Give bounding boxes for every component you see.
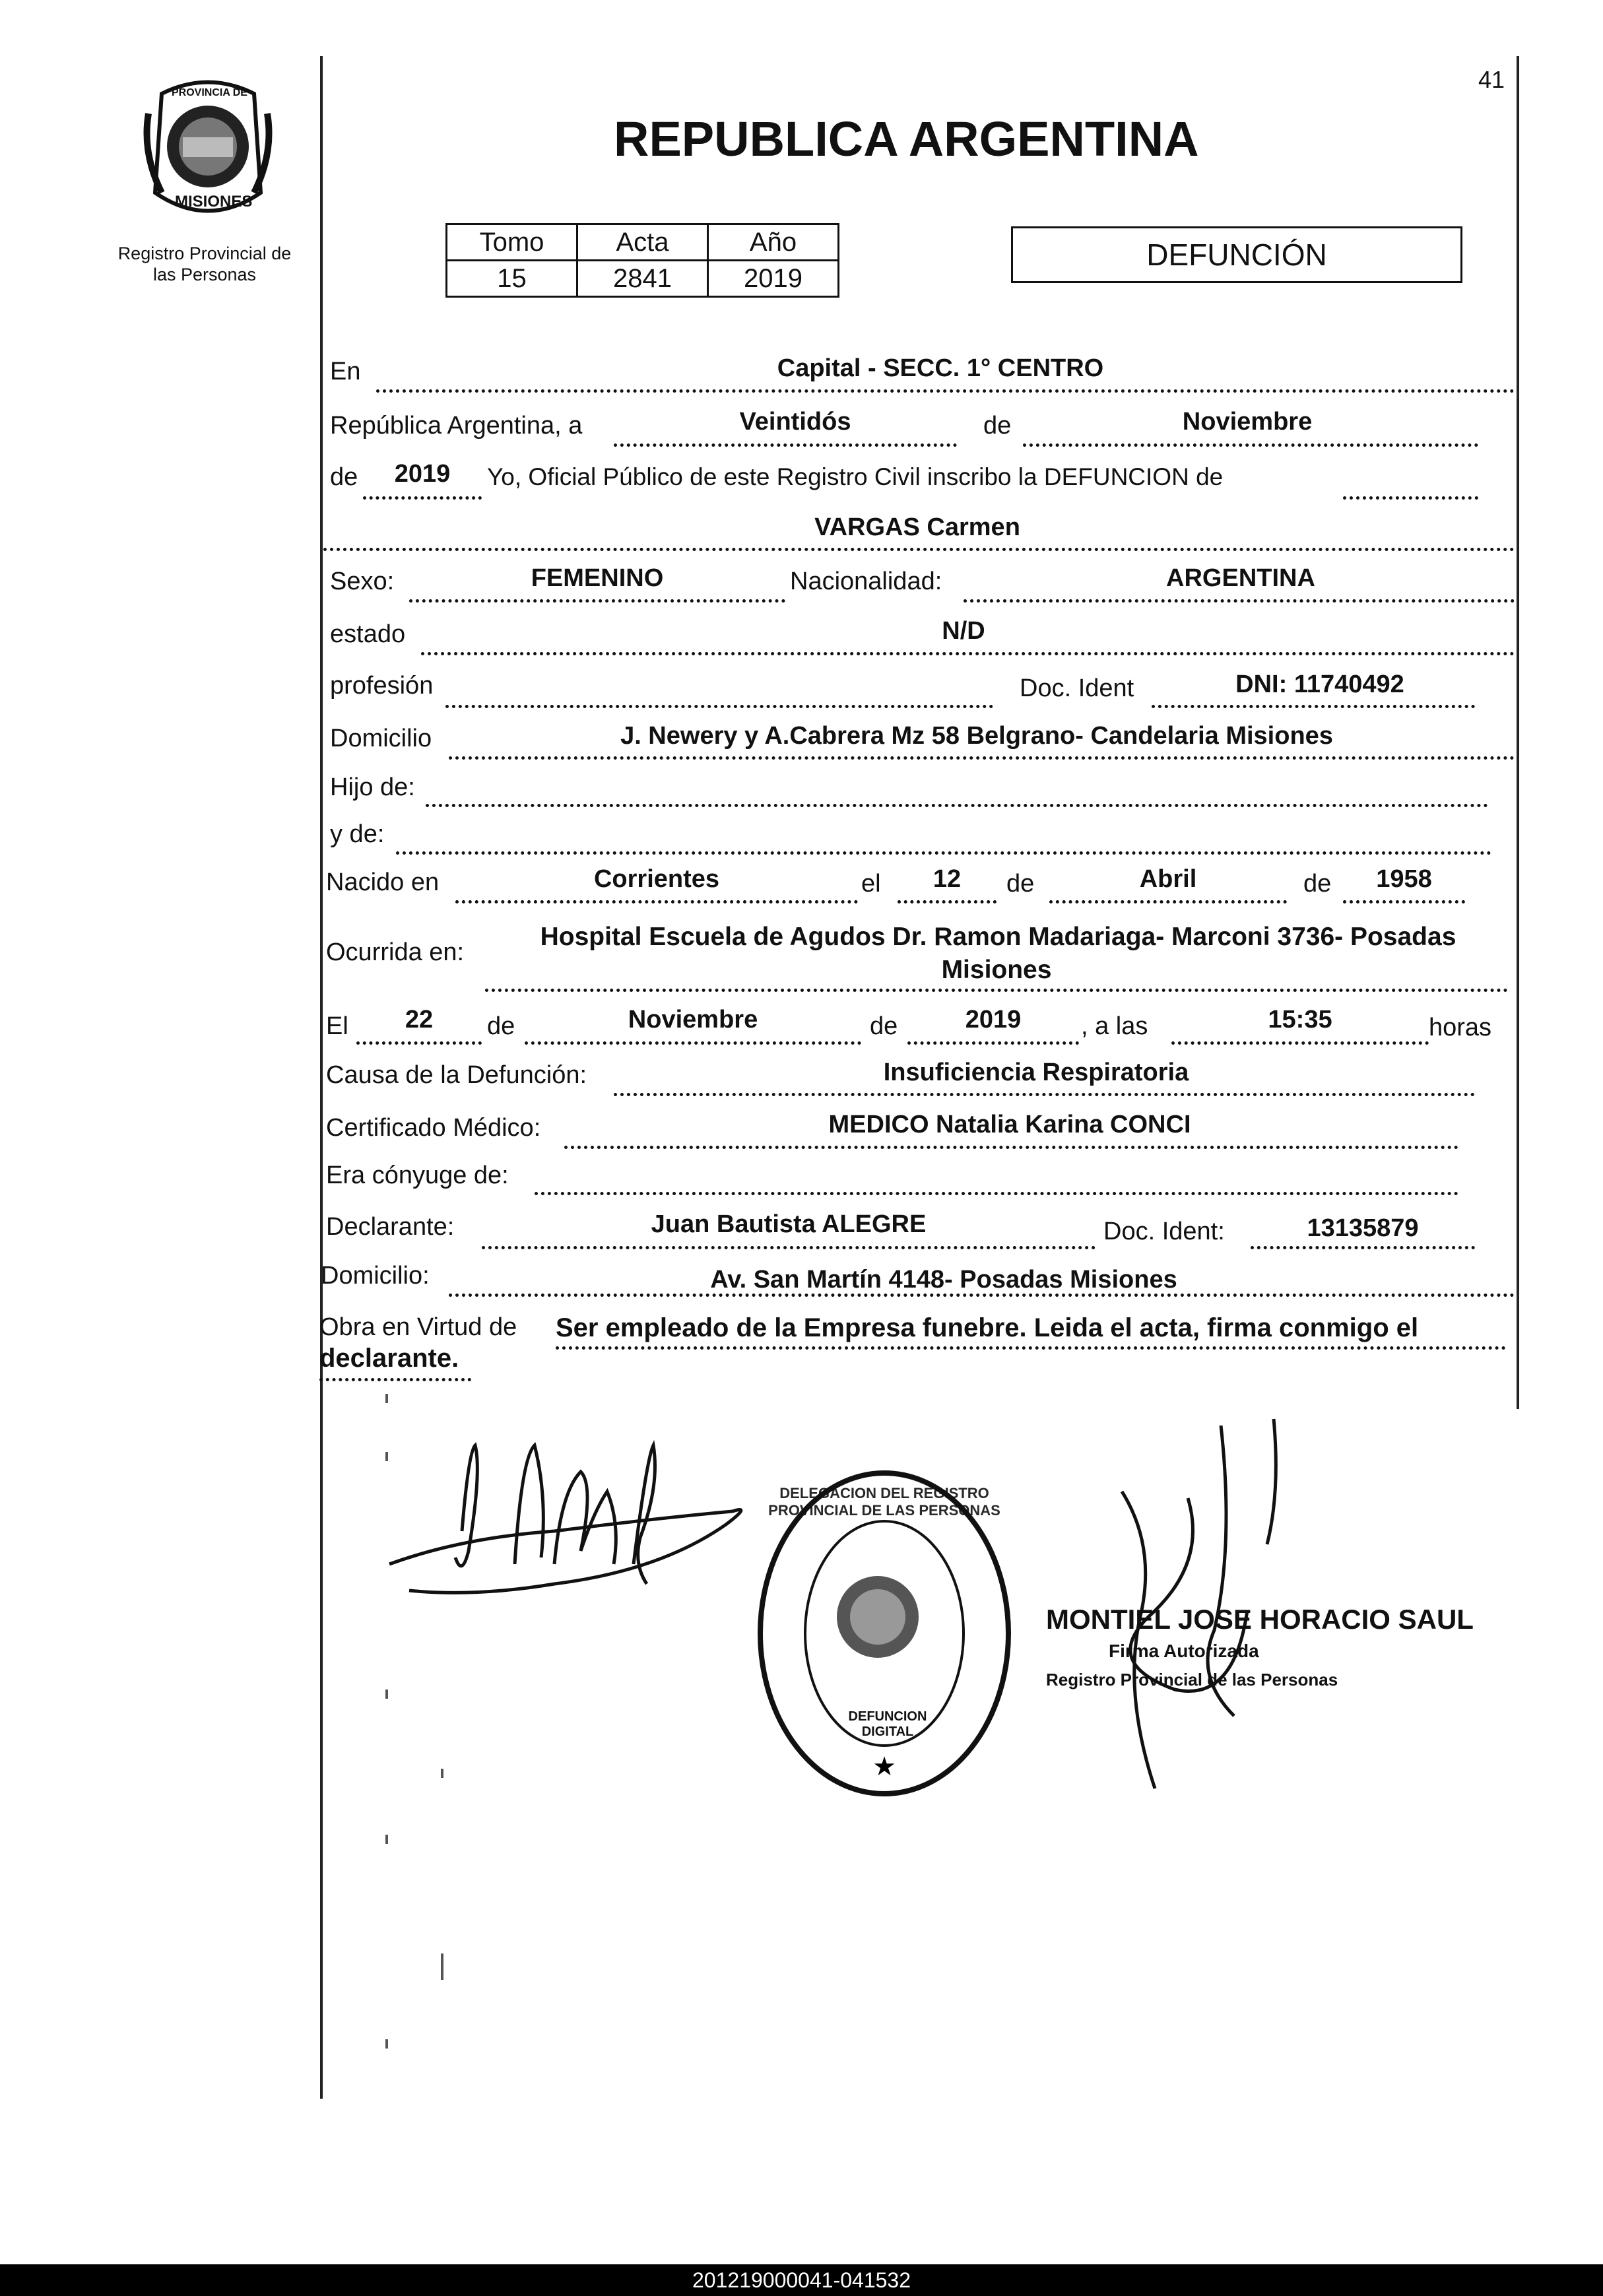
dotted-line	[964, 599, 1515, 603]
field-dia: Veintidós	[739, 408, 851, 436]
dotted-line	[449, 756, 1515, 760]
label-nacionalidad: Nacionalidad:	[790, 568, 942, 595]
margin-mark	[385, 1835, 388, 1844]
label-en: En	[330, 358, 361, 385]
dotted-line	[445, 705, 993, 708]
field-fallecido: VARGAS Carmen	[814, 513, 1020, 541]
dotted-line	[1343, 900, 1465, 903]
table-header-acta: Acta	[577, 224, 708, 261]
label-obra-en: Obra en Virtud de	[319, 1313, 517, 1341]
field-estado: N/D	[942, 617, 985, 645]
field-anio: 2019	[394, 460, 451, 488]
label-doc-ident: Doc. Ident	[1020, 674, 1134, 702]
label-nacido-en: Nacido en	[326, 869, 440, 896]
official-stamp	[752, 1465, 1016, 1802]
stamp-inner-text: DEFUNCION DIGITAL	[848, 1709, 927, 1739]
field-sexo: FEMENINO	[531, 564, 664, 592]
field-nac-mes: Abril	[1139, 865, 1197, 893]
svg-text:★: ★	[872, 1752, 896, 1782]
document-id-footer: 201219000041-041532	[0, 2264, 1603, 2296]
official-org: Registro Provincial de las Personas	[1046, 1670, 1338, 1689]
table-value-acta: 2841	[577, 261, 708, 297]
logo-text-top: PROVINCIA DE	[172, 87, 247, 98]
table-header-anio: Año	[708, 224, 839, 261]
dotted-line	[396, 851, 1491, 855]
declarant-signature	[383, 1432, 752, 1604]
label-declarante: Declarante:	[326, 1213, 455, 1241]
field-declarante: Juan Bautista ALEGRE	[651, 1210, 927, 1238]
field-nac-anio: 1958	[1376, 865, 1432, 893]
dotted-line	[907, 1041, 1079, 1045]
field-domicilio: J. Newery y A.Cabrera Mz 58 Belgrano- Candelaria Misiones	[620, 722, 1333, 750]
label-el: El	[326, 1012, 348, 1040]
label-de: de	[487, 1012, 515, 1040]
dotted-line	[356, 1041, 482, 1045]
dotted-line	[1152, 705, 1475, 708]
label-domicilio: Domicilio	[330, 725, 432, 752]
page-title: REPUBLICA ARGENTINA	[614, 112, 1199, 166]
field-obra-line1: Ser empleado de la Empresa funebre. Leida el acta, firma conmigo el	[556, 1313, 1419, 1342]
margin-mark	[385, 1689, 388, 1699]
table-value-tomo: 15	[447, 261, 577, 297]
label-a-las: , a las	[1081, 1012, 1148, 1040]
stamp-ring-text: DELEGACION DEL REGISTRO PROVINCIAL DE LAS PERSONAS	[768, 1485, 1000, 1519]
page-number: 41	[1478, 66, 1505, 93]
registry-label-line1: Registro Provincial de	[117, 244, 292, 263]
label-de: de	[870, 1012, 898, 1040]
logo-text-bottom: MISIONES	[175, 193, 253, 211]
margin-mark	[441, 1769, 443, 1778]
dotted-line	[409, 599, 785, 603]
field-doc: DNI: 11740492	[1235, 671, 1404, 698]
dotted-line	[525, 1041, 861, 1045]
dotted-line	[376, 389, 1515, 393]
margin-mark	[385, 1394, 388, 1403]
province-logo	[135, 74, 280, 226]
field-declarante-doc: 13135879	[1307, 1214, 1419, 1242]
registry-label-line2: las Personas	[152, 265, 257, 284]
table-value-anio: 2019	[708, 261, 839, 297]
label-horas: horas	[1429, 1014, 1492, 1041]
field-def-dia: 22	[405, 1006, 434, 1033]
label-y-de: y de:	[330, 820, 385, 848]
label-profesion: profesión	[330, 672, 434, 700]
dotted-line	[363, 496, 482, 500]
dotted-line	[898, 900, 997, 903]
field-nac-dia: 12	[932, 865, 962, 893]
left-margin-line	[320, 56, 323, 2099]
record-type-box: DEFUNCIÓN	[1011, 226, 1462, 283]
label-causa: Causa de la Defunción:	[326, 1061, 587, 1089]
dotted-line	[455, 900, 858, 903]
dotted-line	[556, 1346, 1506, 1350]
label-yo-oficial: Yo, Oficial Público de este Registro Civil inscribo la DEFUNCION de	[487, 463, 1224, 490]
field-def-hora: 15:35	[1268, 1006, 1332, 1033]
dotted-line	[614, 1093, 1475, 1096]
dotted-line	[485, 989, 1508, 992]
field-causa: Insuficiencia Respiratoria	[883, 1059, 1189, 1086]
field-obra-line2: declarante.	[319, 1344, 459, 1373]
label-el: el	[861, 870, 881, 898]
label-sexo: Sexo:	[330, 568, 395, 595]
field-lugar: Capital - SECC. 1° CENTRO	[777, 354, 1104, 382]
dotted-line	[564, 1146, 1458, 1149]
label-republica: República Argentina, a	[330, 412, 583, 440]
label-de: de	[1303, 870, 1332, 898]
margin-mark	[385, 2039, 388, 2049]
label-de: de	[330, 463, 358, 491]
dotted-line	[1171, 1041, 1429, 1045]
dotted-line	[1049, 900, 1287, 903]
dotted-line	[1343, 496, 1478, 500]
field-declarante-domicilio: Av. San Martín 4148- Posadas Misiones	[710, 1266, 1177, 1294]
field-nacido-en: Corrientes	[593, 865, 720, 893]
label-doc-ident: Doc. Ident:	[1103, 1218, 1225, 1245]
dotted-line	[426, 804, 1488, 807]
label-domicilio-declarante: Domicilio:	[321, 1262, 430, 1290]
field-ocurrida-line1: Hospital Escuela de Agudos Dr. Ramon Madariaga- Marconi 3736- Posadas	[540, 923, 1456, 951]
dotted-line	[535, 1192, 1458, 1195]
field-nacionalidad: ARGENTINA	[1166, 564, 1315, 592]
label-certificado: Certificado Médico:	[326, 1114, 541, 1142]
dotted-line	[323, 548, 1515, 551]
dotted-line	[482, 1246, 1096, 1249]
dotted-line	[1023, 443, 1478, 447]
field-mes: Noviembre	[1182, 408, 1313, 436]
field-certificado: MEDICO Natalia Karina CONCI	[828, 1111, 1191, 1138]
field-ocurrida-line2: Misiones	[941, 956, 1052, 984]
label-hijo-de: Hijo de:	[330, 773, 415, 801]
field-def-mes: Noviembre	[628, 1006, 758, 1033]
label-conyuge: Era cónyuge de:	[326, 1162, 509, 1189]
margin-mark	[441, 1953, 443, 1980]
label-ocurrida-en: Ocurrida en:	[326, 938, 465, 966]
label-de: de	[1006, 870, 1035, 898]
field-def-anio: 2019	[965, 1006, 1022, 1033]
right-margin-line	[1517, 56, 1519, 1409]
dotted-line	[319, 1378, 471, 1381]
registry-label	[86, 243, 323, 285]
dotted-line	[1251, 1246, 1475, 1249]
dotted-line	[421, 652, 1515, 655]
official-name: MONTIEL JOSE HORACIO SAUL	[1046, 1604, 1474, 1635]
official-role: Firma Autorizada	[1109, 1641, 1259, 1661]
label-estado: estado	[330, 620, 406, 648]
dotted-line	[614, 443, 957, 447]
table-header-tomo: Tomo	[447, 224, 577, 261]
record-number-table	[445, 223, 839, 298]
label-de: de	[983, 412, 1012, 440]
